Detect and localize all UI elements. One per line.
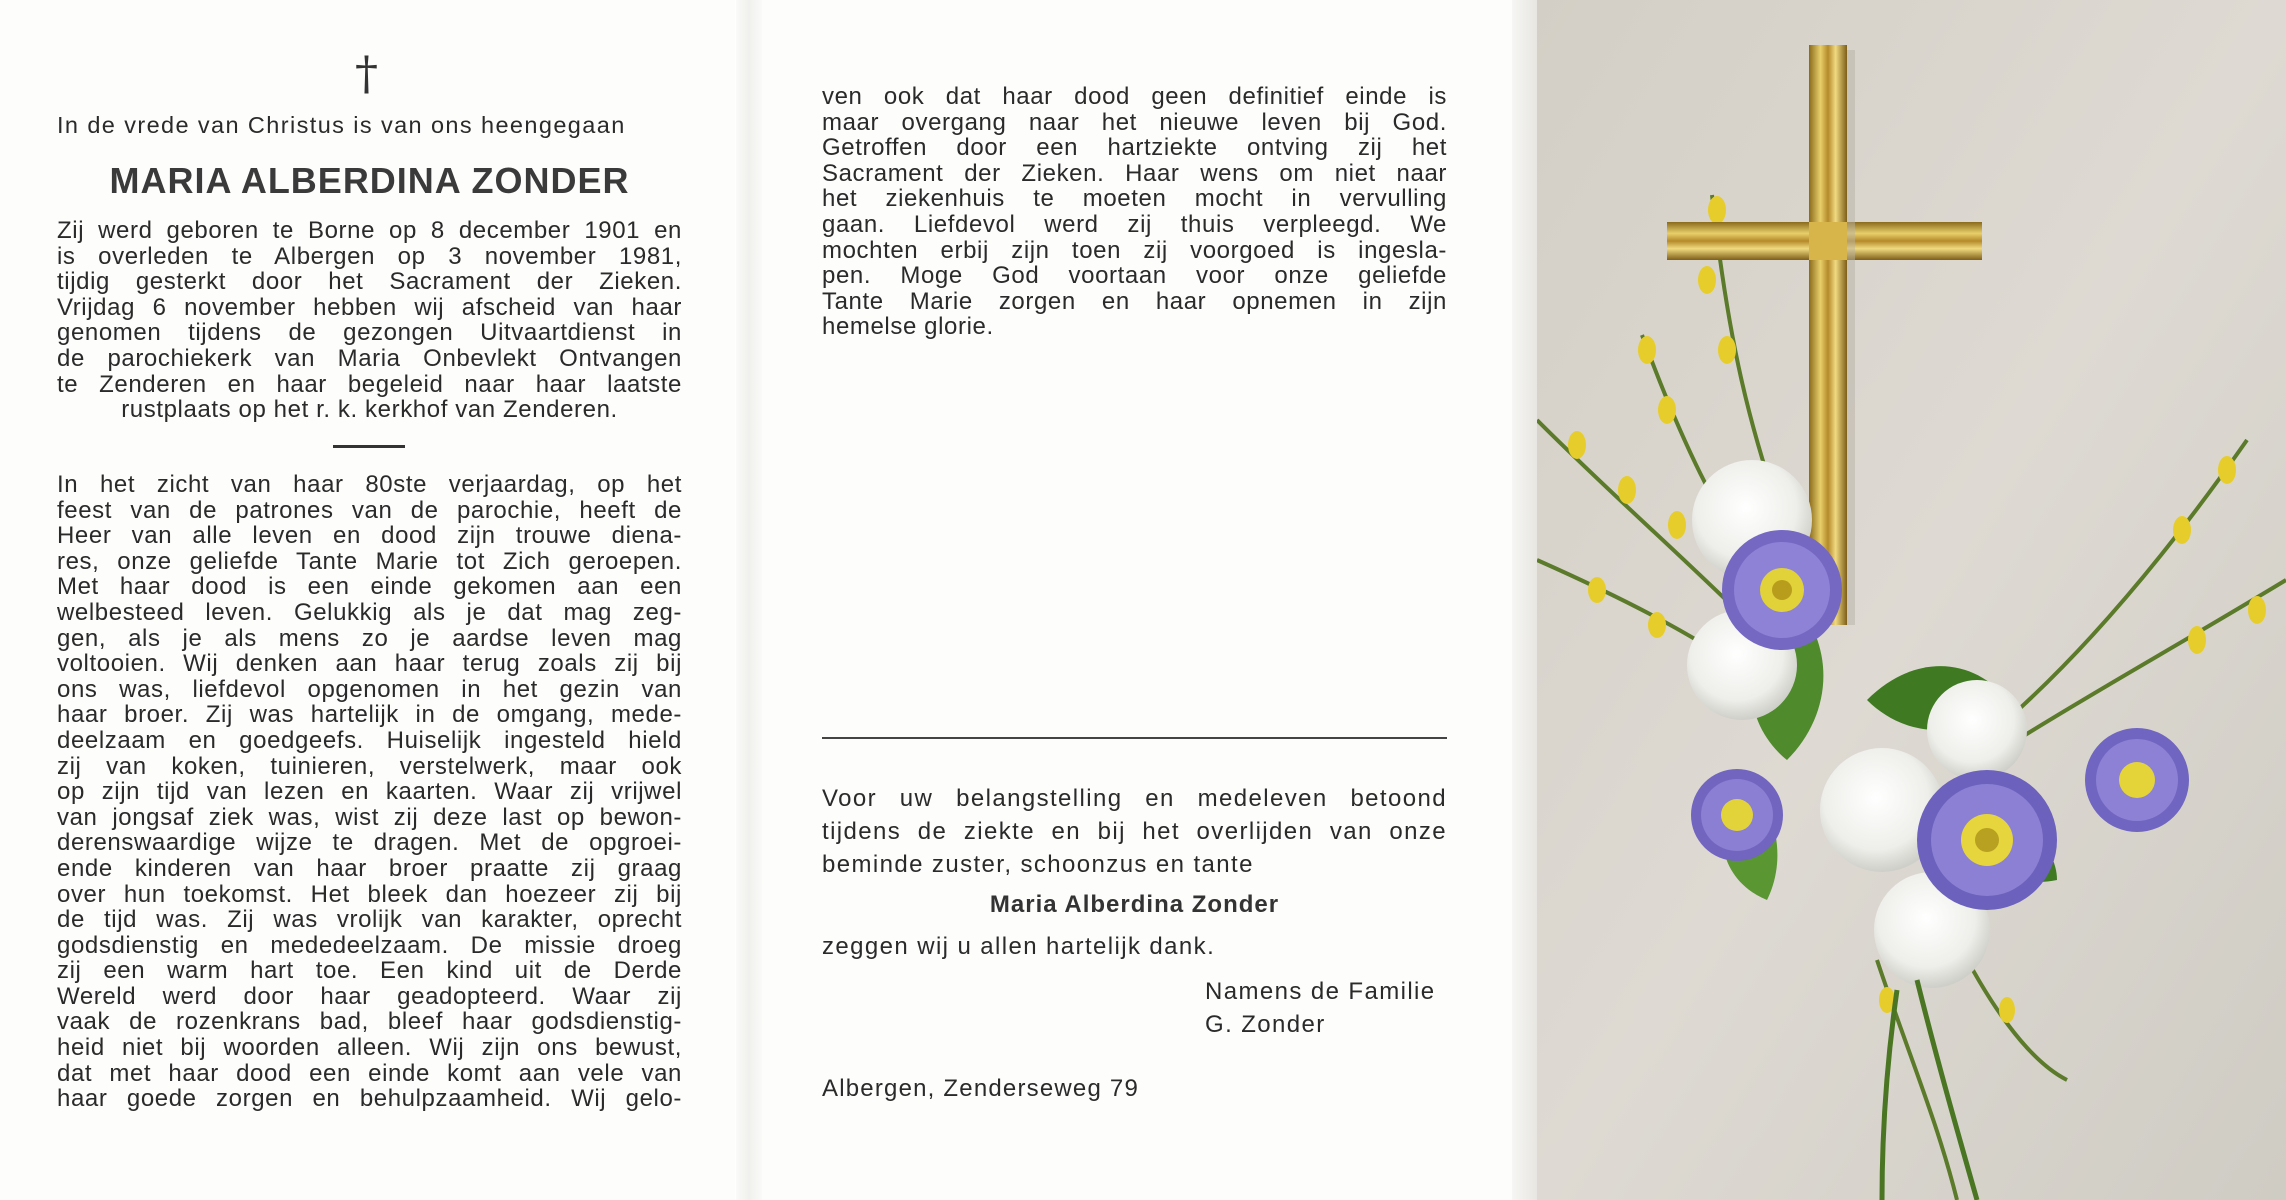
cross-icon: † (355, 46, 378, 100)
text-line: mochten erbij zijn toen zij voorgoed is ingesla- (822, 236, 1447, 264)
deceased-name: MARIA ALBERDINA ZONDER (109, 160, 630, 201)
text-line: Met haar dood is een einde gekomen aan een (57, 573, 682, 601)
text-line: derenswaardige wijze te dragen. Met de opgroei- (57, 829, 682, 857)
text-line: ons was, liefdevol opgenomen in het gezin van (57, 675, 682, 703)
text-line: In het zicht van haar 80ste verjaardag, op het (57, 471, 682, 498)
divider (333, 445, 405, 448)
text-line: res, onze geliefde Tante Marie tot Zich geroepen. (57, 547, 682, 575)
text-line: feest van de patrones van de parochie, heeft de (57, 496, 682, 524)
address: Albergen, Zenderseweg 79 (822, 1075, 1139, 1102)
signature-name: G. Zonder (1205, 1011, 1326, 1038)
text-line: Sacrament der Zieken. Haar wens om niet naar (822, 159, 1447, 187)
intro-text: In de vrede van Christus is van ons heengegaan (57, 112, 626, 138)
text-line: op zijn tijd van lezen en kaarten. Waar zij vrijwel (57, 778, 682, 806)
text-line: genomen tijdens de gezongen Uitvaartdienst in (57, 319, 682, 347)
text-line: ven ook dat haar dood geen definitief einde is (822, 83, 1447, 110)
text-line: maar overgang naar het nieuwe leven bij God. (822, 108, 1447, 136)
thanks-name: Maria Alberdina Zonder (989, 891, 1280, 918)
text-line: is overleden te Albergen op 3 november 1981, (57, 242, 682, 270)
text-line: over hun toekomst. Het bleek dan hoezeer zij bij (57, 880, 682, 908)
biography-paragraph (57, 218, 682, 423)
text-line: godsdienstig en mededeelzaam. De missie droeg (57, 931, 682, 959)
thanks-paragraph (822, 782, 1447, 881)
thanks-closing: zeggen wij u allen hartelijk dank. (822, 933, 1216, 960)
text-line: gen, als je als mens zo je aardse leven mag (57, 624, 682, 652)
text-line: Heer van alle leven en dood zijn trouwe diena- (57, 522, 682, 550)
text-line: voltooien. Wij denken aan haar terug zoals zij bij (57, 650, 682, 678)
text-line: tijdig gesterkt door het Sacrament der Zieken. (57, 268, 682, 296)
text-line: welbesteed leven. Gelukkig als je dat mag zeg- (57, 598, 682, 626)
text-line: de tijd was. Zij was vrolijk van karakter, oprecht (57, 906, 682, 934)
text-line: hemelse glorie. (822, 313, 994, 341)
text-line: tijdens de ziekte en bij het overlijden van onze (822, 818, 1447, 845)
signature-line: Namens de Familie (1205, 978, 1436, 1005)
text-line: Tante Marie zorgen en haar opnemen in zijn (822, 287, 1447, 315)
text-line: ende kinderen van haar broer praatte zij graag (57, 854, 682, 882)
signature (1205, 975, 1436, 1041)
text-line: zij een warm hart toe. Een kind uit de Derde (57, 957, 682, 985)
text-line: rustplaats op het r. k. kerkhof van Zenderen. (121, 396, 618, 424)
text-line: Wereld werd door haar geadopteerd. Waar zij (57, 982, 682, 1010)
continuation-paragraph (822, 84, 1447, 340)
text-line: pen. Moge God voortaan voor onze geliefde (822, 262, 1447, 290)
text-line: Getroffen door een hartziekte ontving zij het (822, 134, 1447, 162)
text-line: te Zenderen en haar begeleid naar haar laatste (57, 370, 682, 398)
text-line: de parochiekerk van Maria Onbevlekt Ontvangen (57, 344, 682, 372)
fold-line (736, 0, 762, 1200)
fold-line (1512, 0, 1537, 1200)
text-line: Vrijdag 6 november hebben wij afscheid van haar (57, 293, 682, 321)
left-panel (0, 0, 735, 1200)
text-line: zij van koken, tuinieren, verstelwerk, maar ook (57, 752, 682, 780)
text-line: het ziekenhuis te moeten mocht in vervulling (822, 185, 1447, 213)
text-line: dat met haar dood een einde komt aan vele van (57, 1059, 682, 1087)
text-line: heid niet bij woorden alleen. Wij zijn ons bewust, (57, 1034, 682, 1062)
text-line: haar goede zorgen en behulpzaamheid. Wij gelo- (57, 1085, 682, 1113)
tribute-paragraph (57, 472, 682, 1112)
text-line: Zij werd geboren te Borne op 8 december 1901 en (57, 217, 682, 244)
cross-flowers-image (1537, 0, 2286, 1200)
text-line: gaan. Liefdevol werd zij thuis verpleegd. We (822, 210, 1447, 238)
text-line: beminde zuster, schoonzus en tante (822, 851, 1254, 878)
text-line: deelzaam en goedgeefs. Huiselijk ingesteld hield (57, 726, 682, 754)
picture-panel (1537, 0, 2286, 1200)
text-line: van jongsaf ziek was, wist zij deze last op bewon- (57, 803, 682, 831)
separator-line (822, 737, 1447, 739)
text-line: Voor uw belangstelling en medeleven betoond (822, 785, 1447, 812)
text-line: vaak de rozenkrans bad, bleef haar godsdienstig- (57, 1008, 682, 1036)
text-line: haar broer. Zij was hartelijk in de omgang, mede- (57, 701, 682, 729)
